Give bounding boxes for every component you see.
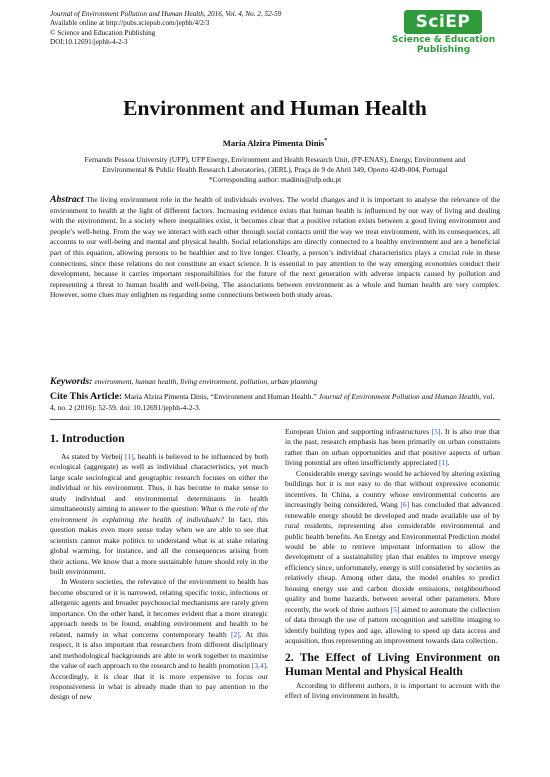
affiliation-line-1: Fernando Pessoa University (UFP), UFP Energy, Environment and Health Research Unit, (FP-ENAS), Energy, Environment and	[84, 155, 466, 164]
body-right-column	[285, 427, 500, 701]
corresponding-author: *Corresponding author: madinis@ufp.edu.pt	[208, 175, 342, 185]
citation-link[interactable]: [5]	[431, 427, 441, 436]
text-run: aimed to automate the collection of data through the use of pattern recognition and satellite imaging to identify building types and age, allowing to speed up data access and acquisition, thus representing an improvement towards data collection.	[285, 604, 500, 646]
author-name: Maria Alzira Pimenta Dinis	[222, 138, 325, 148]
intro-paragraph-2	[50, 577, 268, 702]
text-run: In fact, this question makes even more sense today when we are able to see that scientists cannot make politics to understand what is at stake relating global warming, for instance, and all the consequences arising from their actions. We know that a more sustainable future should rely in the built environment.	[50, 514, 269, 576]
sciep-logo	[387, 10, 500, 74]
available-online-link[interactable]: Available online at http://pubs.sciepub.com/jephh/4/2/3	[50, 19, 210, 28]
text-run: . Accordingly, it is clear that it is more expensive to focus our responsiveness in what is already made than to pay attention to the design of new	[50, 661, 268, 702]
intro-paragraph-1	[50, 452, 268, 577]
citation-link[interactable]: [2]	[230, 629, 240, 639]
author-mark: *	[324, 138, 328, 145]
citation-link[interactable]: [1]	[438, 458, 448, 468]
citation-link[interactable]: [3,4]	[251, 661, 267, 671]
journal-citation-line: Journal of Environment Pollution and Human Health, 2016, Vol. 4, No. 2, 52-59	[50, 10, 282, 18]
section-divider	[50, 419, 500, 420]
logo-tagline-line-1: Science & Education	[391, 35, 496, 45]
abstract-label: Abstract	[50, 194, 84, 205]
text-run: . It is also true that in the past, research emphasis has been primarily on urban constraints rather than on urban opportunities and that positive aspects of urban living potential are often insufficiently appreciated	[285, 427, 501, 468]
section-2-paragraph-1: According to different authors, it is important to account with the effect of living environment in health,	[285, 680, 500, 700]
text-run: , health is believed to be influenced by both ecological (aggregate) as well as individual characteristics, yet much large scale sociological and geographic research focuses on either the individual or his environment. Thus, it has become to make sense to study individual and environmental determinants in health simultaneously aiming to answer to the question:	[50, 452, 268, 514]
cite-this-article	[50, 391, 500, 413]
keywords	[50, 376, 500, 387]
research-question: What is the role of the environment in explaining the health of individuals?	[50, 504, 268, 524]
journal-info	[50, 10, 281, 48]
text-run: As stated by Verbeij	[61, 452, 125, 461]
cite-authors-title: Maria Alzira Pimenta Dinis, “Environment and Human Health.”	[124, 392, 317, 401]
logo-brand: SciEP	[404, 10, 482, 34]
journal-header	[50, 10, 500, 76]
section-2-heading: 2. The Effect of Living Environment on Human Mental and Physical Health	[285, 650, 500, 678]
right-paragraph-1	[285, 427, 500, 469]
doi-line: DOI:10.12691/jephh-4-2-3	[50, 38, 128, 47]
section-1-heading: 1. Introduction	[50, 432, 125, 445]
logo-tagline	[387, 35, 500, 55]
cite-journal: Journal of Environment Pollution and Human Health,	[318, 392, 482, 401]
citation-link[interactable]: [5]	[390, 604, 400, 614]
text-run: .	[447, 458, 450, 468]
text-run: has concluded that advanced renewable energy should be developed and made available use of by rural residents, representing also considerable environmental and public health benefits. An Energy and Environmental Prediction model would be able to retrieve important information to allow the development of a sustainability plan that enables to improve energy efficiency since, unfortunately, energy is still considered by societies as relatively cheap. Among other data, the model enables to predict housing energy use and carbon dioxide emissions, neighbourhood quality and home hazards, between several other parameters. More recently, the work of three authors	[285, 500, 500, 614]
text-run: . At this respect, it is also important that researchers from different disciplinary and methodological backgrounds are able to work together to maximise the value of each approach to the research and to health promotion	[50, 629, 268, 671]
paper-title: Environment and Human Health	[123, 96, 427, 120]
body-left-column	[50, 428, 268, 703]
keywords-label: Keywords:	[50, 376, 93, 387]
right-paragraph-2	[285, 469, 500, 647]
affiliation-line-2: Environmental & Public Health Research Laboratories, (3ERL), Praça de 9 de Abril 349, Oporto 4249-004, Portugal	[102, 165, 448, 175]
text-run: European Union and supporting infrastructures	[285, 427, 432, 436]
abstract	[50, 195, 500, 301]
affiliation	[55, 155, 495, 186]
abstract-text: The living environment role in the health of individuals evolves. The world changes and it is important to analyse the relevance of the environment to health at the light of different factors. Increasing evidence exists that human health is influenced by our way of living and dealing with the environment. In a society where inequalities exist, it becomes clear that a positive relation exists between a good living environment and people’s well-being. From the way we interact with each other through social contacts until the way we treat environment, with its consequences, all accounts to our well-being and mental and physical health. Social relationships are directly connected to a healthy environment and are a beneficial part of this equation, allowing persons to be healthier and to live longer. Clearly, a person’s individual characteristics plays a crucial role in these connections, since these relations do not constitute an exact science. It is essential to pay attention to the way emerging economies conduct their development, because it carries important responsibilities for the future of the next generation with adverse impacts caused by pollution and representing a threat to human health and well-being. The associations between environment as a whole and human health are very complex. However, some clues may enlighten us regarding some connections between both study areas.	[50, 195, 501, 300]
logo-tagline-line-2: Publishing	[416, 45, 471, 55]
citation-link[interactable]: [6]	[400, 500, 410, 510]
cite-details: vol. 4, no. 2 (2016): 52-59. doi: 10.12691/jephh-4-2-3.	[50, 392, 495, 412]
keywords-text: environment, human health, living environment, pollution, urban planning	[94, 377, 318, 386]
cite-label: Cite This Article:	[50, 391, 123, 402]
text-run: Considerable energy savings would be achieved by altering existing buildings but it is not easy to do that without expressive economic incentives. In China, a country whose environmental concerns are increasingly being considered, Wang	[285, 468, 500, 510]
citation-link[interactable]: [1]	[124, 452, 134, 461]
author-line	[0, 138, 550, 148]
text-run: In Western societies, the relevance of the environment to health has become obscured or it is narrowed, relating specific toxic, infectious or allergenic agents and broader psychosocial mechanisms are rarely given importance. On the other hand, it becomes evident that a more strategic approach needs to be found, enabling environment and health to be related, namely in what concerns contemporary health	[50, 577, 268, 639]
copyright-line: © Science and Education Publishing	[50, 28, 156, 37]
